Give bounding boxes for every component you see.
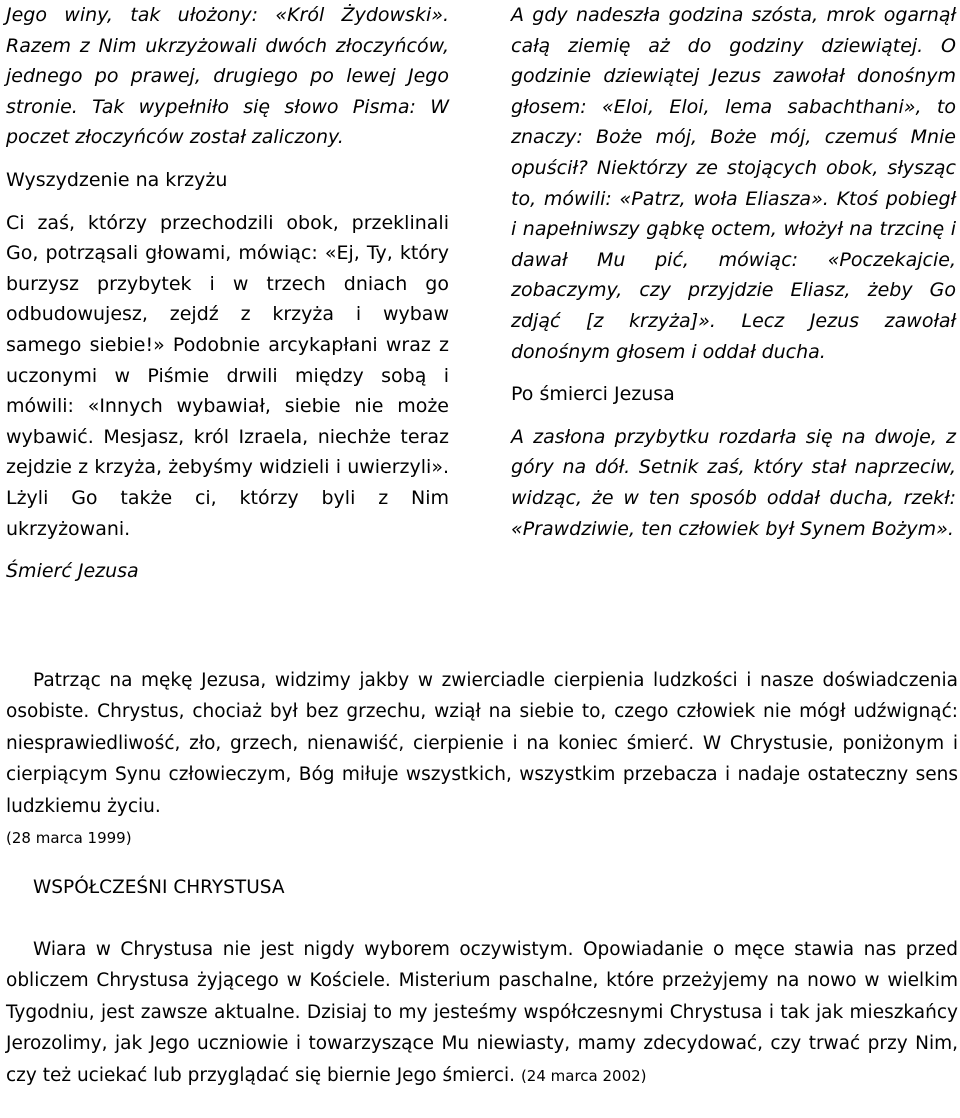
scripture-paragraph: Jego winy, tak ułożony: «Król Żydowski». Razem z Nim ukrzyżowali dwóch złoczyńców, jednego po prawej, drugiego po lewej Jego stronie. Tak wypełniło się słowo Pisma: W poczet złoczyńców został zaliczony. (6, 4, 449, 149)
section-heading: Wyszydzenie na krzyżu (6, 168, 228, 191)
section-text: Wiara w Chrystusa nie jest nigdy wyborem oczywistym. Opowiadanie o męce stawia nas przed obliczem Chrystusa żyjącego w Kościele. Misterium paschalne, które przeżyjemy na nowo w wielkim Tygodniu, jest zawsze aktualne. Dzisiaj to my jesteśmy współczesnymi Chrystusa i tak jak mieszkańcy Jerozolimy, jak Jego uczniowie i towarzyszące Mu niewiasty, mamy zdecydować, czy trwać przy Nim, czy też uciekać lub przyglądać się biernie Jego śmierci. (6, 939, 958, 1086)
commentary-paragraph (6, 665, 958, 854)
scripture-paragraph: A gdy nadeszła godzina szósta, mrok ogarnął całą ziemię aż do godziny dziewiątej. O godzinie dziewiątej Jezus zawołał donośnym głosem: «Eloi, Eloi, lema sabachthani», to znaczy: Boże mój, Boże mój, czemuś Mnie opuścił? Niektórzy ze stojących obok, słysząc to, mówili: «Patrz, woła Eliasza». Ktoś pobiegł i napełniwszy gąbkę octem, włożył na trzcinę i dawał Mu pić, mówiąc: «Poczekajcie, zobaczymy, czy przyjdzie Eliasz, żeby Go zdjąć [z krzyża]». Lecz Jezus zawołał donośnym głosem i oddał ducha. (511, 4, 956, 363)
scripture-columns (6, 0, 956, 640)
section-heading: Po śmierci Jezusa (511, 383, 675, 406)
section-paragraph (6, 934, 958, 1092)
left-column (6, 0, 449, 599)
section-block (6, 934, 958, 1092)
section-title: WSPÓŁCZEŚNI CHRYSTUSA (33, 877, 285, 898)
right-column (511, 0, 956, 556)
section-heading: Śmierć Jezusa (6, 560, 139, 583)
commentary-date: (28 marca 1999) (6, 829, 132, 848)
commentary-block (6, 665, 958, 854)
commentary-text: Patrząc na mękę Jezusa, widzimy jakby w zwierciadle cierpienia ludzkości i nasze doświadczenia osobiste. Chrystus, chociaż był bez grzechu, wziął na siebie to, czego człowiek nie mógł udźwignąć: niesprawiedliwość, zło, grzech, nienawiść, cierpienie i na koniec śmierć. W Chrystusie, poniżonym i cierpiącym Synu człowieczym, Bóg miłuje wszystkich, wszystkim przebacza i nadaje ostateczny sens ludzkiemu życiu. (6, 670, 958, 817)
section-date: (24 marca 2002) (520, 1066, 647, 1085)
scripture-text: Ci zaś, którzy przechodzili obok, przeklinali Go, potrząsali głowami, mówiąc: «Ej, Ty, który burzysz przybytek i w trzech dniach go odbudowujesz, zejdź z krzyża i wybaw samego siebie!» Podobnie arcykapłani wraz z uczonymi w Piśmie drwili między sobą i mówili: «Innych wybawiał, siebie nie może wybawić. Mesjasz, król Izraela, niechże teraz zejdzie z krzyża, żebyśmy widzieli i uwierzyli». Lżyli Go także ci, którzy byli z Nim ukrzyżowani. (6, 211, 449, 540)
scripture-paragraph (6, 208, 449, 545)
scripture-paragraph: A zasłona przybytku rozdarła się na dwoje, z góry na dół. Setnik zaś, który stał naprzeciw, widząc, że w ten sposób oddał ducha, rzekł: «Prawdziwie, ten człowiek był Synem Bożym». (511, 425, 956, 540)
